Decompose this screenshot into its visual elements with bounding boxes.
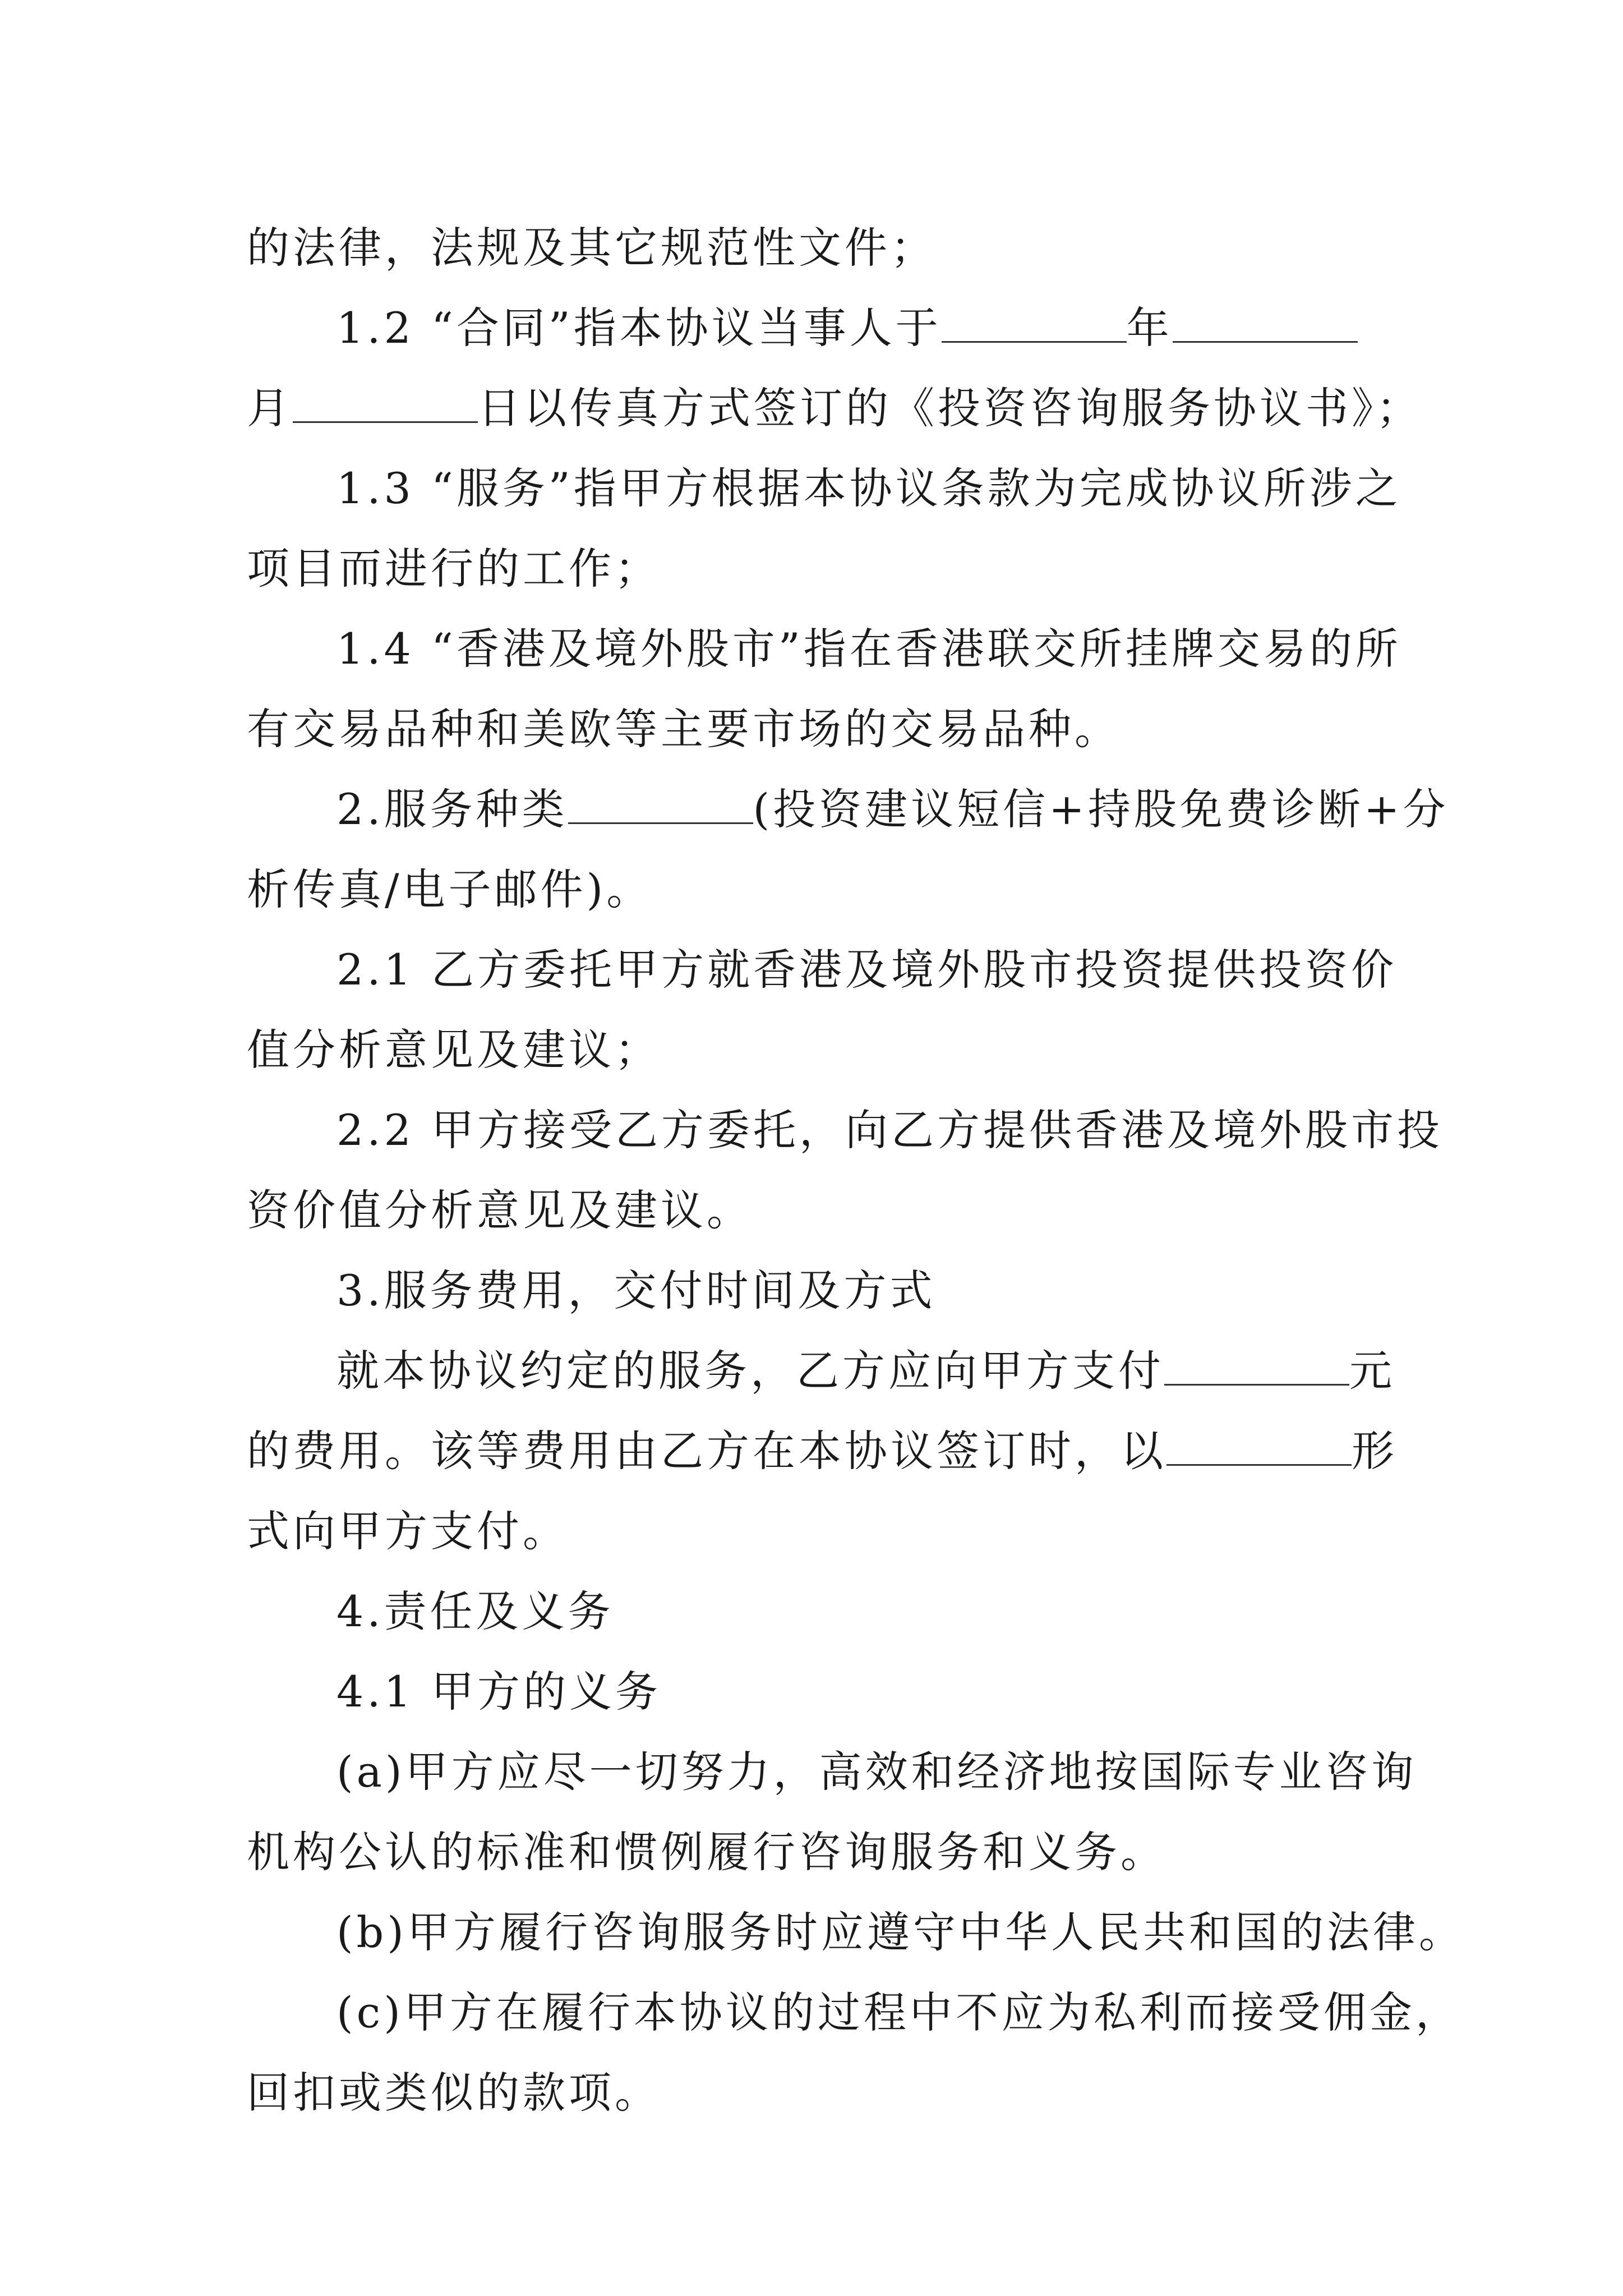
text-line (247, 849, 1385, 930)
text-segment: 有交易品种和美欧等主要市场的交易品种。 (247, 704, 1121, 754)
text-segment: 4.责任及义务 (336, 1586, 614, 1636)
text-line (247, 1090, 1444, 1170)
text-segment: 式向甲方支付。 (247, 1506, 569, 1556)
text-segment: (c)甲方在履行本协议的过程中不应为私利而接受佣金， (336, 1987, 1461, 2037)
fill-in-blank (1164, 1345, 1349, 1386)
text-segment: 年 (1126, 303, 1173, 353)
text-line (247, 930, 1398, 1010)
text-segment: 的费用。该等费用由乙方在本协议签订时，以 (247, 1426, 1166, 1476)
text-line (247, 2053, 1385, 2133)
fill-in-blank (568, 783, 753, 824)
text-line (247, 1010, 1385, 1090)
text-segment: 资价值分析意见及建议。 (247, 1185, 753, 1235)
text-segment: 2.2 甲方接受乙方委托，向乙方提供香港及境外股市投 (336, 1105, 1444, 1155)
text-line (247, 1571, 1385, 1651)
text-segment: 月 (247, 383, 293, 433)
text-segment: 项目而进行的工作； (247, 544, 661, 593)
text-line (247, 1331, 1395, 1411)
text-segment: 值分析意见及建议； (247, 1025, 661, 1075)
text-segment: (a)甲方应尽一切努力，高效和经济地按国际专业咨询 (336, 1747, 1417, 1797)
text-line (247, 528, 1385, 609)
text-line (247, 1411, 1398, 1491)
text-line (247, 689, 1385, 769)
text-segment: 3.服务费用，交付时间及方式 (336, 1266, 936, 1315)
text-line (247, 609, 1401, 689)
text-segment: 1.2 “合同”指本协议当事人于 (336, 303, 942, 353)
fill-in-blank (1173, 302, 1358, 343)
text-segment: (投资建议短信+持股免费诊断+分 (753, 784, 1449, 834)
text-segment: 机构公认的标准和惯例履行咨询服务和义务。 (247, 1827, 1166, 1877)
text-line (247, 1812, 1385, 1892)
text-segment: 2.1 乙方委托甲方就香港及境外股市投资提供投资价 (336, 945, 1398, 995)
text-segment: 的法律，法规及其它规范性文件； (247, 223, 937, 273)
document-body (247, 208, 1465, 2133)
text-line (247, 1892, 1465, 1972)
text-segment: 4.1 甲方的义务 (336, 1667, 662, 1717)
text-segment: 析传真/电子邮件)。 (247, 864, 653, 914)
text-line (247, 448, 1401, 528)
text-line (247, 1170, 1385, 1250)
text-line (247, 1972, 1461, 2053)
text-segment: 元 (1349, 1346, 1395, 1396)
text-segment: (b)甲方履行咨询服务时应遵守中华人民共和国的法律。 (336, 1907, 1465, 1957)
text-segment: 就本协议约定的服务，乙方应向甲方支付 (336, 1346, 1164, 1396)
text-segment: 2.服务种类 (336, 784, 568, 834)
text-segment: 1.4 “香港及境外股市”指在香港联交所挂牌交易的所 (336, 624, 1401, 674)
text-line (247, 1250, 1385, 1331)
fill-in-blank (1166, 1425, 1352, 1466)
text-line (247, 1651, 1385, 1732)
fill-in-blank (293, 382, 478, 423)
text-line (247, 288, 1385, 368)
text-segment: 日以传真方式签订的《投资咨询服务协议书》； (478, 383, 1422, 433)
text-line (247, 208, 1385, 288)
text-line (247, 1491, 1385, 1571)
text-line (247, 769, 1449, 849)
text-segment: 形 (1352, 1426, 1398, 1476)
text-segment: 1.3 “服务”指甲方根据本协议条款为完成协议所涉之 (336, 463, 1401, 513)
text-segment: 回扣或类似的款项。 (247, 2068, 661, 2118)
text-line (247, 368, 1422, 448)
text-line (247, 1732, 1417, 1812)
fill-in-blank (942, 302, 1127, 343)
